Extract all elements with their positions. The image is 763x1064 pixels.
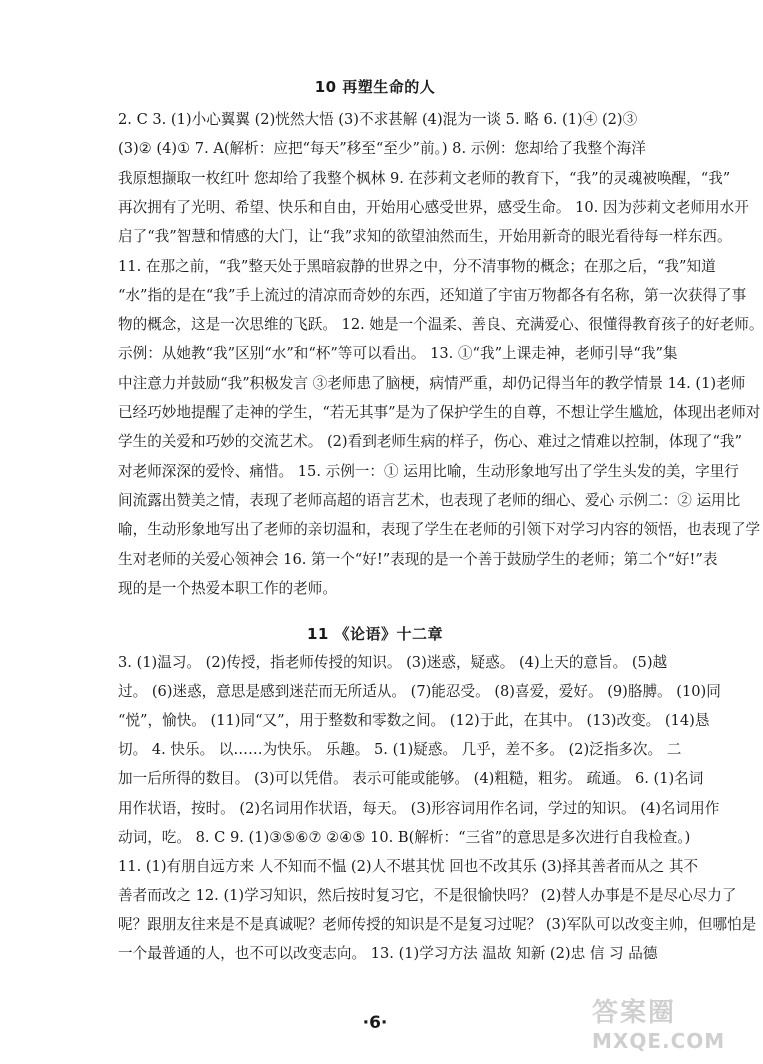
text-line: 启了“我”智慧和情感的大门，让“我”求知的欲望油然而生，开始用新奇的眼光看待每一样东西。 xyxy=(118,228,732,246)
text-line: 对老师深深的爱怜、痛惜。 15. 示例一：① 运用比喻，生动形象地写出了学生头发的美，字里行 xyxy=(118,462,739,480)
text-line: 示例：从她教“我”区别“水”和“杯”等可以看出。 13. ①“我”上课走神，老师引导“我”集 xyxy=(118,345,678,363)
text-line: “水”指的是在“我”手上流过的清凉而奇妙的东西，还知道了宇宙万物都各有名称，第一次获得了事 xyxy=(118,286,747,304)
text-line: 再次拥有了光明、希望、快乐和自由，开始用心感受世界，感受生命。 10. 因为莎莉文老师用水开 xyxy=(118,198,749,216)
text-line: 现的是一个热爱本职工作的老师。 xyxy=(118,579,337,597)
text-line: 用作状语，按时。 (2)名词用作状语，每天。 (3)形容词用作名词，学过的知识。 (4)名词用作 xyxy=(118,799,720,817)
section-10-title: 10 再塑生命的人 xyxy=(314,78,436,96)
text-line: 已经巧妙地提醒了走神的学生，“若无其事”是为了保护学生的自尊，不想让学生尴尬，体现出老师对 xyxy=(118,404,761,421)
text-line: 善者而改之 12. (1)学习知识，然后按时复习它，不是很愉快吗？ (2)替人办事是不是尽心尽力了 xyxy=(118,886,737,904)
text-line: 生对老师的关爱心领神会 16. 第一个“好!”表现的是一个善于鼓励学生的老师；第二个“好!”表 xyxy=(118,550,718,568)
text-line: 呢？跟朋友往来是不是真诚呢？老师传授的知识是不是复习过呢？ (3)军队可以改变主帅，但哪怕是 xyxy=(118,915,757,933)
text-line: 过。 (6)迷惑，意思是感到迷茫而无所适从。 (7)能忍受。 (8)喜爱，爱好。 (9)胳膊。 (10)同 xyxy=(118,683,721,701)
text-line: 物的概念，这是一次思维的飞跃。 12. 她是一个温柔、善良、充满爱心、很懂得教育孩子的好老师。 xyxy=(118,316,763,334)
text-line: 学生的关爱和巧妙的交流艺术。 (2)看到老师生病的样子，伤心、难过之情难以控制，体现了“我” xyxy=(118,433,742,451)
text-line: 一个最普通的人，也不可以改变志向。 13. (1)学习方法 温故 知新 (2)忠 信 习 品德 xyxy=(118,945,658,962)
text-line: 切。 4. 快乐。 以……为快乐。 乐趣。 5. (1)疑惑。 几乎，差不多。 (2)泛指多次。 二 xyxy=(118,741,682,759)
text-line: 中注意力并鼓励“我”积极发言 ③老师患了脑梗，病情严重，却仍记得当年的教学情景 14. (1)老师 xyxy=(118,374,746,392)
section-11-title: 11 《论语》十二章 xyxy=(306,625,444,643)
text-line: 11. 在那之前，“我”整天处于黑暗寂静的世界之中，分不清事物的概念；在那之后，“我”知道 xyxy=(118,257,716,275)
text-line: “悦”，愉快。 (11)同“又”，用于整数和零数之间。 (12)于此，在其中。 (13)改变。 (14)恳 xyxy=(118,712,710,730)
watermark-logo xyxy=(592,992,726,1053)
text-line: 喻，生动形象地写出了老师的亲切温和，表现了学生在老师的引领下对学习内容的领悟，也表现了学 xyxy=(118,521,761,539)
watermark-text-top: 答案圈 xyxy=(592,998,677,1028)
text-line: 3. (1)温习。 (2)传授，指老师传授的知识。 (3)迷惑，疑惑。 (4)上天的意旨。 (5)越 xyxy=(118,654,668,671)
text-line: 动词，吃。 8. C 9. (1)③⑤⑥⑦ ②④⑤ 10. B(解析：“三省”的意思是多次进行自我检查。) xyxy=(118,828,691,846)
text-line: 间流露出赞美之情，表现了老师高超的语言艺术，也表现了老师的细心、爱心 示例二：② 运用比 xyxy=(118,491,741,509)
text-line: (3)② (4)① 7. A(解析：应把“每天”移至“至少”前。) 8. 示例：您却给了我整个海洋 xyxy=(118,140,646,158)
text-line: 加一后所得的数目。 (3)可以凭借。 表示可能或能够。 (4)粗糙，粗劣。 疏通。 6. (1)名词 xyxy=(118,770,704,788)
watermark-text-bottom: MXQE.COM xyxy=(592,1029,726,1053)
text-line: 我原想撷取一枚红叶 您却给了我整个枫林 9. 在莎莉文老师的教育下，“我”的灵魂被唤醒，“我” xyxy=(118,169,731,187)
text-line: 2. C 3. (1)小心翼翼 (2)恍然大悟 (3)不求甚解 (4)混为一谈 5. 略 6. (1)④ (2)③ xyxy=(118,111,638,128)
text-line: 11. (1)有朋自远方来 人不知而不愠 (2)人不堪其忧 回也不改其乐 (3)择其善者而从之 其不 xyxy=(118,857,699,875)
page-number: ·6· xyxy=(362,1013,388,1033)
